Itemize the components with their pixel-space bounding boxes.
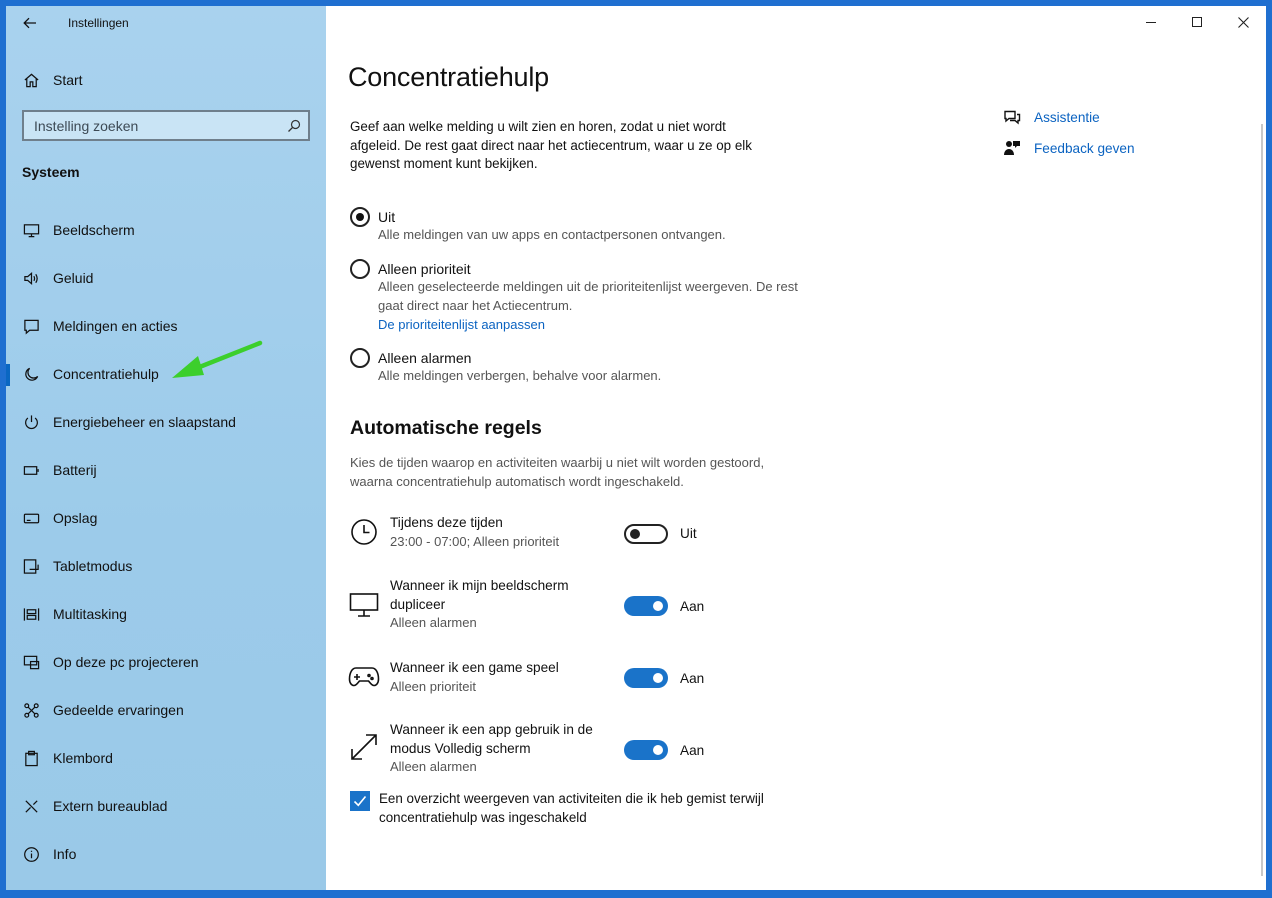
radio-description: Alleen geselecteerde meldingen uit de prioriteitenlijst weergeven. De rest gaat direct naar het Actiecentrum. [378, 279, 798, 313]
rule-description: Alleen alarmen [390, 759, 477, 774]
toggle-state-label: Aan [680, 599, 705, 614]
sidebar-item-start[interactable] [6, 66, 326, 94]
green-arrow-annotation [164, 336, 264, 388]
rule-title: Tijdens deze tijden [390, 515, 503, 530]
sidebar-item-label: Beeldscherm [53, 222, 135, 238]
priority-list-link[interactable]: De prioriteitenlijst aanpassen [378, 317, 545, 332]
search-icon[interactable] [280, 119, 308, 133]
sidebar-item-multitasking[interactable] [6, 590, 326, 638]
rule-during-times[interactable] [348, 514, 768, 558]
toggle-switch[interactable] [624, 596, 668, 616]
clipboard-icon [21, 748, 41, 768]
sidebar-item-label: Opslag [53, 510, 98, 526]
sidebar-item-label: Gedeelde ervaringen [53, 702, 184, 718]
sidebar-item-label: Tabletmodus [53, 558, 133, 574]
sidebar-item-label: Klembord [53, 750, 113, 766]
rule-fullscreen-app[interactable] [348, 721, 768, 781]
battery-icon [21, 460, 41, 480]
sidebar-item-label: Start [53, 72, 83, 88]
toggle-state-label: Uit [680, 526, 697, 541]
moon-icon [21, 364, 41, 384]
back-button[interactable] [6, 6, 54, 40]
fullscreen-icon [348, 731, 380, 763]
search-input[interactable] [22, 110, 310, 141]
radio-button[interactable] [350, 207, 370, 227]
speaker-icon [21, 268, 41, 288]
sidebar-item-label: Multitasking [53, 606, 127, 622]
automatic-rules-heading: Automatische regels [350, 417, 542, 439]
checkmark-icon [353, 795, 367, 807]
rule-game[interactable] [348, 659, 768, 699]
titlebar-left [6, 6, 326, 40]
sidebar-item-projecteren[interactable] [6, 638, 326, 686]
rule-title: Wanneer ik mijn beeldscherm dupliceer [390, 578, 569, 612]
sidebar-item-label: Op deze pc projecteren [53, 654, 199, 670]
shared-icon [21, 700, 41, 720]
radio-label: Alleen alarmen [378, 350, 472, 366]
sidebar-item-opslag[interactable] [6, 494, 326, 542]
back-arrow-icon [23, 17, 37, 29]
toggle-switch[interactable] [624, 524, 668, 544]
sidebar-item-tabletmodus[interactable] [6, 542, 326, 590]
help-link-label[interactable]: Assistentie [1034, 109, 1100, 125]
rule-title: Wanneer ik een app gebruik in de modus Volledig scherm [390, 722, 593, 756]
radio-label: Uit [378, 209, 396, 225]
rule-description: 23:00 - 07:00; Alleen prioriteit [390, 533, 560, 549]
project-icon [21, 652, 41, 672]
sidebar-item-geluid[interactable] [6, 254, 326, 302]
section-label-system: Systeem [22, 164, 80, 180]
clock-icon [348, 516, 380, 548]
remote-icon [21, 796, 41, 816]
sidebar-item-extern-bureaublad[interactable] [6, 782, 326, 830]
toggle-state-label: Aan [680, 743, 705, 758]
radio-button[interactable] [350, 259, 370, 279]
sidebar-item-label: Extern bureaublad [53, 798, 168, 814]
feedback-icon [1002, 138, 1022, 158]
maximize-button[interactable] [1174, 6, 1220, 38]
gamepad-icon [348, 661, 380, 693]
info-icon [21, 844, 41, 864]
sidebar-item-gedeelde-ervaringen[interactable] [6, 686, 326, 734]
summary-checkbox[interactable] [350, 791, 370, 811]
help-feedback[interactable] [1002, 138, 1135, 158]
sidebar-item-energiebeheer[interactable] [6, 398, 326, 446]
sidebar-item-label: Info [53, 846, 77, 862]
search-placeholder: Instelling zoeken [34, 117, 139, 134]
help-assistentie[interactable] [1002, 107, 1100, 127]
monitor-icon [21, 220, 41, 240]
radio-option-uit[interactable] [350, 208, 726, 245]
sidebar-item-label: Meldingen en acties [53, 318, 178, 334]
radio-option-alleen-prioriteit[interactable] [350, 260, 798, 334]
minimize-icon [1146, 17, 1156, 27]
page-title: Concentratiehulp [348, 62, 549, 92]
radio-description: Alle meldingen van uw apps en contactpersonen ontvangen. [378, 227, 726, 242]
sidebar-item-label: Concentratiehulp [53, 366, 159, 382]
summary-checkbox-label: Een overzicht weergeven van activiteiten die ik heb gemist terwijl concentratiehulp was ingeschakeld [379, 791, 764, 825]
settings-window [6, 6, 1266, 890]
toggle-switch[interactable] [624, 668, 668, 688]
sidebar-item-beeldscherm[interactable] [6, 206, 326, 254]
automatic-rules-intro: Kies de tijden waarop en activiteiten waarbij u niet wilt worden gestoord, waarna concentratiehulp automatisch wordt ingeschakeld. [350, 455, 765, 489]
sidebar [6, 6, 326, 890]
radio-label: Alleen prioriteit [378, 261, 471, 277]
radio-option-alleen-alarmen[interactable] [350, 349, 661, 386]
rule-title: Wanneer ik een game speel [390, 660, 559, 675]
minimize-button[interactable] [1128, 6, 1174, 38]
multitasking-icon [21, 604, 41, 624]
intro-text: Geef aan welke melding u wilt zien en horen, zodat u niet wordt afgeleid. De rest gaat direct naar het actiecentrum, waar u ze op elk gewenst moment kunt bekijken. [350, 119, 752, 171]
tablet-icon [21, 556, 41, 576]
scrollbar[interactable] [1261, 124, 1263, 876]
summary-checkbox-row[interactable] [350, 790, 799, 827]
sidebar-item-info[interactable] [6, 830, 326, 878]
main-panel [326, 6, 1266, 890]
storage-icon [21, 508, 41, 528]
radio-description: Alle meldingen verbergen, behalve voor alarmen. [378, 368, 662, 383]
toggle-switch[interactable] [624, 740, 668, 760]
sidebar-item-label: Geluid [53, 270, 94, 286]
chat-help-icon [1002, 107, 1022, 127]
app-title: Instellingen [68, 16, 129, 30]
help-link-label[interactable]: Feedback geven [1034, 140, 1135, 156]
sidebar-item-label: Energiebeheer en slaapstand [53, 414, 236, 430]
maximize-icon [1192, 17, 1202, 27]
rule-duplicate-display[interactable] [348, 577, 768, 637]
window-controls [1128, 6, 1266, 38]
monitor-icon [348, 589, 380, 621]
close-button[interactable] [1220, 6, 1266, 38]
sidebar-item-klembord[interactable] [6, 734, 326, 782]
sidebar-item-label: Batterij [53, 462, 97, 478]
sidebar-nav [6, 206, 326, 878]
rule-description: Alleen prioriteit [390, 678, 476, 694]
rule-description: Alleen alarmen [390, 615, 477, 630]
radio-button[interactable] [350, 348, 370, 368]
toggle-state-label: Aan [680, 671, 705, 686]
close-icon [1238, 17, 1249, 28]
home-icon [21, 70, 41, 90]
notification-icon [21, 316, 41, 336]
power-icon [21, 412, 41, 432]
sidebar-item-batterij[interactable] [6, 446, 326, 494]
